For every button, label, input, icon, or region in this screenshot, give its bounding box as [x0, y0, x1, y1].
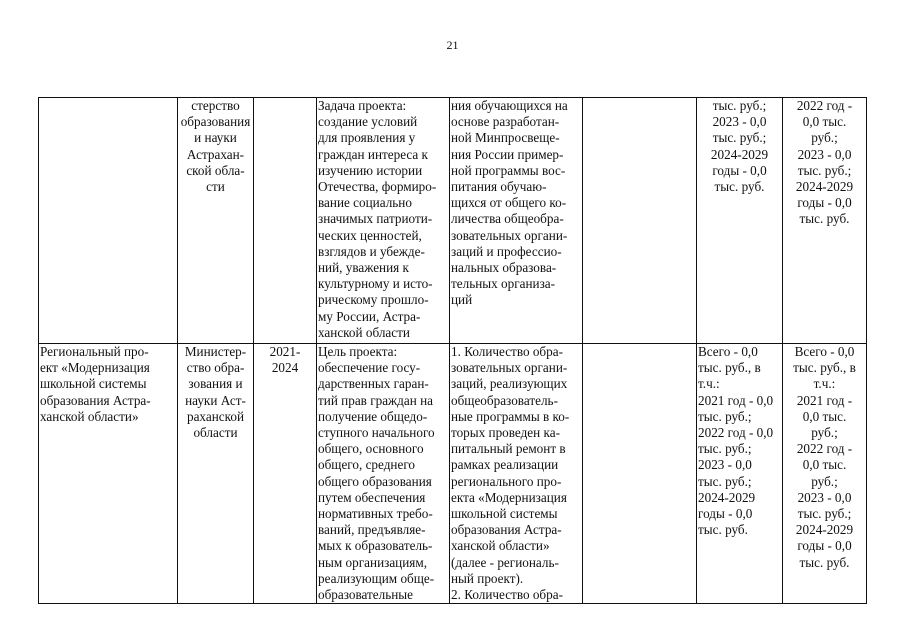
executor-cell: Министер- ство обра- зования и науки Аст- раханской области [178, 344, 254, 604]
page-number: 21 [446, 38, 459, 52]
table-row [39, 344, 867, 604]
period-cell: 2021- 2024 [254, 344, 317, 604]
indicators-cell: ния обучающихся на основе разработан- ной Минпросвеще- ния России пример- ной программы вос- питания обучаю- щихся от общего ко- личества общеобра- зовательных органи- заций и профессио- нальных образова- тельных организа- ций [450, 98, 583, 344]
funding-cell-a: Всего - 0,0 тыс. руб., в т.ч.: 2021 год - 0,0 тыс. руб.; 2022 год - 0,0 тыс. руб.; 2023 - 0,0 тыс. руб.; 2024-2029 годы - 0,0 тыс. руб. [697, 344, 783, 604]
executor-cell: стерство образования и науки Астрахан- ской обла- сти [178, 98, 254, 344]
funding-cell-b: 2022 год - 0,0 тыс. руб.; 2023 - 0,0 тыс. руб.; 2024-2029 годы - 0,0 тыс. руб. [783, 98, 867, 344]
funding-cell-b: Всего - 0,0 тыс. руб., в т.ч.: 2021 год - 0,0 тыс. руб.; 2022 год - 0,0 тыс. руб.; 2023 - 0,0 тыс. руб.; 2024-2029 годы - 0,0 тыс. руб. [783, 344, 867, 604]
project-name-cell: Региональный про- ект «Модернизация школьной системы образования Астра- ханской области» [39, 344, 178, 604]
funding-cell-a: тыс. руб.; 2023 - 0,0 тыс. руб.; 2024-2029 годы - 0,0 тыс. руб. [697, 98, 783, 344]
project-name-cell [39, 98, 178, 344]
table-row [39, 98, 867, 344]
goal-cell: Цель проекта: обеспечение госу- дарственных гаран- тий прав граждан на получение общедо- ступного начального общего, основного общего, среднего общего образования путем обеспечения нормативных требо- ваний, предъявляе- мых к образователь- ным организациям, реализующим обще- образовательные [317, 344, 450, 604]
program-table [38, 97, 867, 604]
period-cell [254, 98, 317, 344]
empty-cell [583, 98, 697, 344]
empty-cell [583, 344, 697, 604]
goal-cell: Задача проекта: создание условий для проявления у граждан интереса к изучению истории Отечества, формиро- вание социально значимых патриоти- ческих ценностей, взглядов и убежде- ний, уважения к культурному и исто- рическому прошло- му России, Астра- ханской области [317, 98, 450, 344]
indicators-cell: 1. Количество обра- зовательных органи- заций, реализующих общеобразователь- ные программы в ко- торых проведен ка- питальный ремонт в рамках реализации регионального про- екта «Модернизация школьной системы образования Астра- ханской области» (далее - региональ- ный проект). 2. Количество обра- [450, 344, 583, 604]
